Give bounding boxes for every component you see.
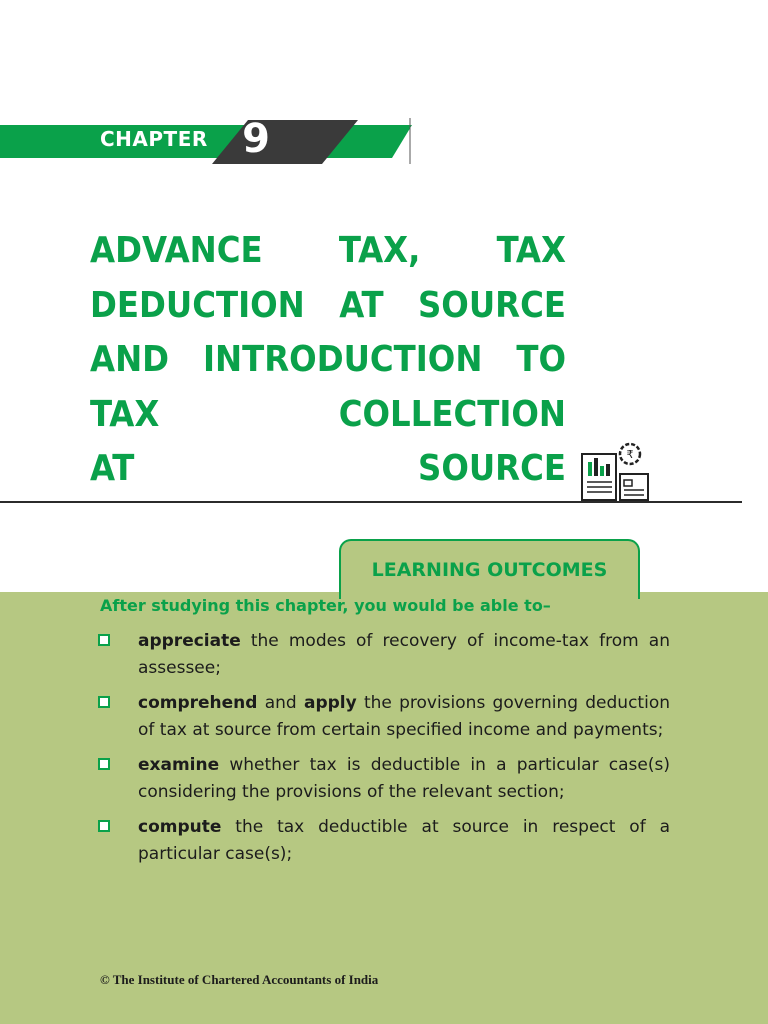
chapter-label: CHAPTER [100, 127, 208, 151]
outcome-text: whether tax is deductible in a particular case(s) considering the provisions of the relevant section; [138, 755, 670, 802]
checkbox-bullet-icon [98, 696, 110, 708]
title-word: COLLECTION [338, 393, 566, 435]
outcomes-list [98, 628, 670, 876]
title-word: SOURCE [418, 448, 566, 489]
title-word: SOURCE [417, 284, 566, 326]
checkbox-bullet-icon [98, 758, 110, 770]
outcome-text: the modes of recovery of income-tax from an assessee; [138, 631, 670, 678]
learning-outcomes-heading: LEARNING OUTCOMES [371, 559, 608, 581]
title-line [90, 224, 566, 279]
title-line [90, 279, 566, 334]
chapter-number: 9 [242, 116, 270, 162]
learning-outcomes-tab [339, 539, 640, 599]
title-word: TAX [90, 393, 160, 435]
copyright-footer: © The Institute of Chartered Accountants of India [100, 972, 379, 987]
outcome-item [98, 752, 670, 806]
outcome-connector: and [257, 693, 304, 713]
title-word: DEDUCTION [90, 284, 305, 326]
outcome-verb: apply [303, 693, 357, 713]
outcome-verb: compute [138, 817, 222, 837]
title-word: AND [90, 339, 170, 380]
title-line [90, 388, 566, 443]
outcome-item [98, 628, 670, 682]
chapter-title [90, 224, 566, 497]
title-line [90, 442, 566, 497]
title-word: TAX [496, 230, 566, 271]
outcome-text: the provisions governing deduction of tax at source from certain specified income and payments; [138, 693, 670, 740]
checkbox-bullet-icon [98, 634, 110, 646]
outcome-item [98, 690, 670, 744]
title-word: AT [90, 448, 135, 489]
checkbox-bullet-icon [98, 820, 110, 832]
outcome-verb: appreciate [138, 631, 241, 651]
outcome-text: the tax deductible at source in respect of a particular case(s); [138, 817, 670, 864]
learning-outcomes-intro: After studying this chapter, you would be able to– [100, 596, 551, 615]
outcome-verb: comprehend [138, 693, 258, 713]
outcome-verb: examine [138, 755, 220, 775]
title-word: TAX, [338, 230, 421, 271]
document-chart-gear-icon [578, 440, 652, 504]
title-word: INTRODUCTION [203, 339, 483, 380]
title-word: AT [339, 284, 384, 326]
outcome-item [98, 814, 670, 868]
title-word: ADVANCE [90, 230, 263, 271]
title-line [90, 333, 566, 388]
title-word: TO [516, 339, 566, 380]
title-rule [0, 501, 742, 503]
svg-text:₹: ₹ [626, 448, 634, 461]
